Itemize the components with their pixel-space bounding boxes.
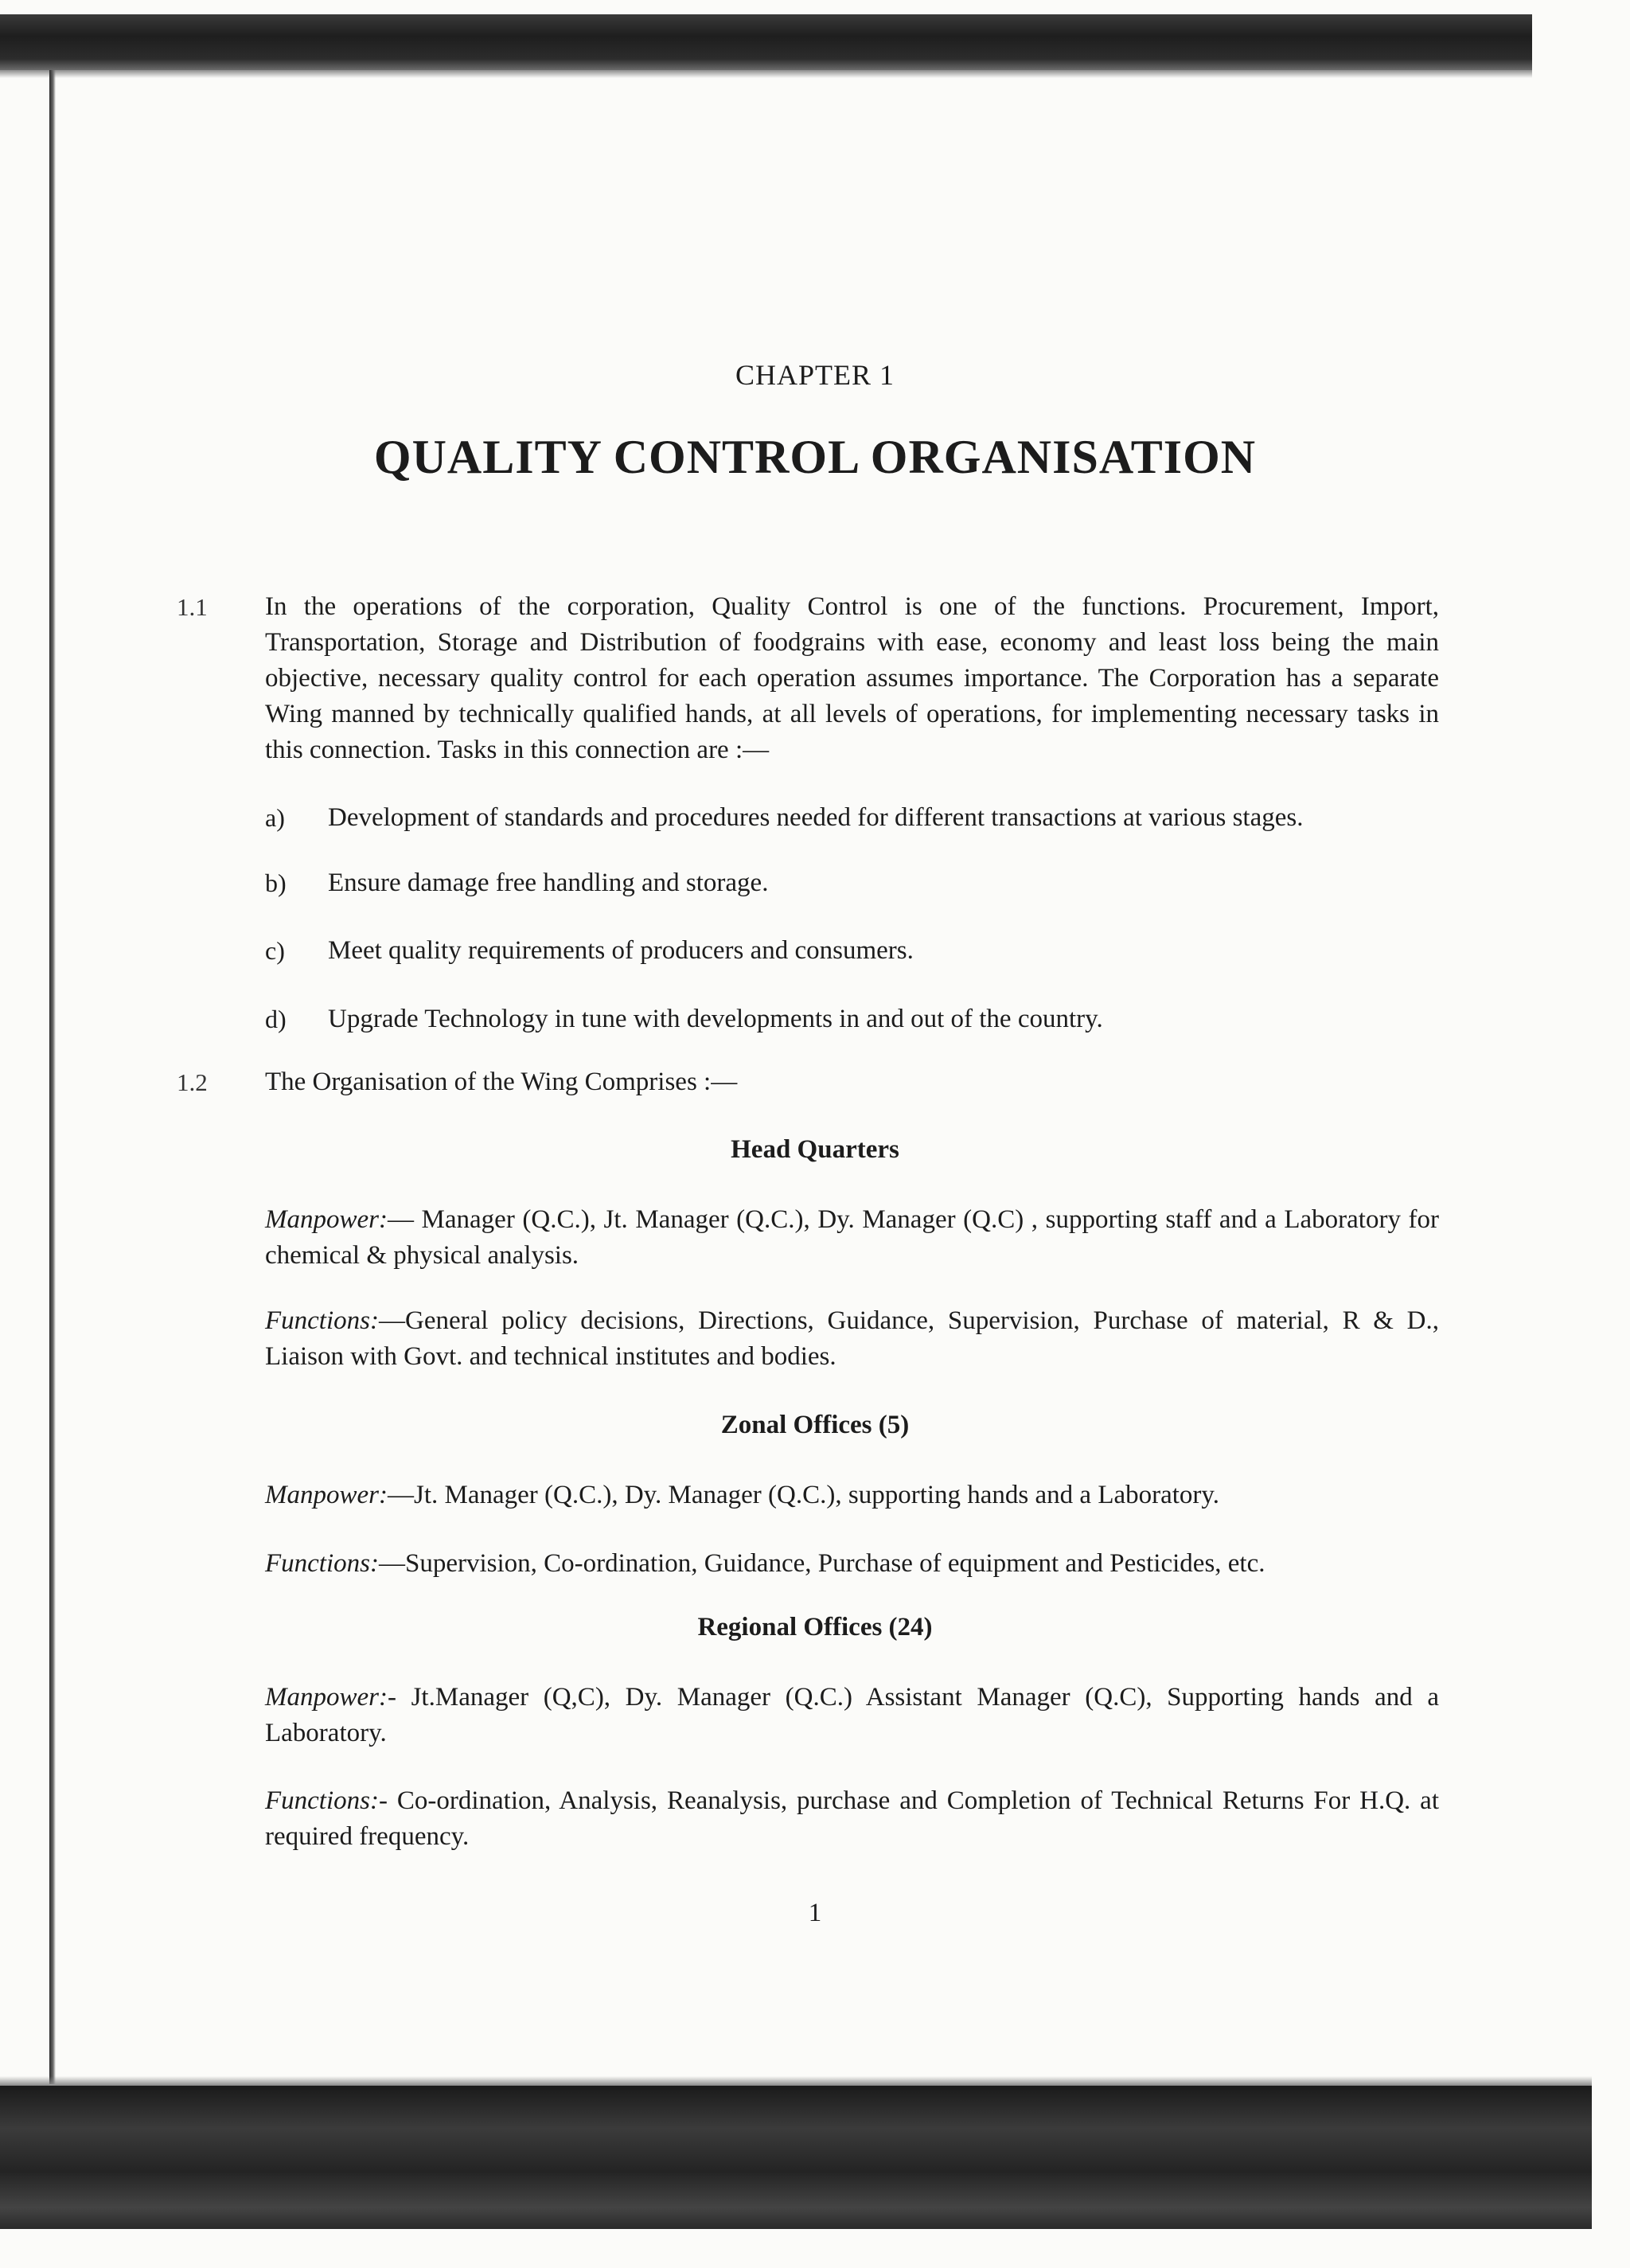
- hq-functions: [265, 1303, 1439, 1375]
- hq-manpower-text: — Manager (Q.C.), Jt. Manager (Q.C.), Dy. Manager (Q.C) , supporting staff and a Laboratory for chemical & physical analysis.: [265, 1205, 1439, 1270]
- scan-border-bottom: [0, 2086, 1592, 2229]
- zonal-manpower: [265, 1478, 1439, 1513]
- regional-functions-label: Functions:: [265, 1786, 379, 1815]
- task-marker-c: c): [265, 936, 285, 965]
- heading-regional-offices: Regional Offices (24): [697, 1613, 933, 1641]
- task-item-a: Development of standards and procedures needed for different transactions at various stages.: [328, 803, 1304, 832]
- task-item-d: Upgrade Technology in tune with developments in and out of the country.: [328, 1005, 1103, 1033]
- regional-manpower: [265, 1680, 1439, 1751]
- task-marker-d: d): [265, 1005, 287, 1033]
- heading-zonal-offices: Zonal Offices (5): [720, 1411, 910, 1439]
- regional-manpower-text: - Jt.Manager (Q,C), Dy. Manager (Q.C.) Assistant Manager (Q.C), Supporting hands and a Laboratory.: [265, 1683, 1439, 1747]
- chapter-title: QUALITY CONTROL ORGANISATION: [373, 431, 1257, 483]
- scan-border-top: [0, 14, 1532, 70]
- regional-functions: [265, 1783, 1439, 1855]
- hq-functions-label: Functions:: [265, 1306, 379, 1335]
- zonal-manpower-label: Manpower:: [265, 1481, 388, 1509]
- section-number-1-1: 1.1: [177, 593, 208, 621]
- task-item-b: Ensure damage free handling and storage.: [328, 869, 769, 897]
- hq-functions-text: —General policy decisions, Directions, Guidance, Supervision, Purchase of material, R & D., Liaison with Govt. and technical institutes and bodies.: [265, 1306, 1439, 1371]
- chapter-label: CHAPTER 1: [735, 359, 895, 391]
- section-1-1-text: In the operations of the corporation, Quality Control is one of the functions. Procurement, Import, Transportation, Storage and Distribution of foodgrains with ease, economy and least loss being the main objective, necessary quality control for each operation assumes importance. The Corporation has a separate Wing manned by technically qualified hands, at all levels of operations, for implementing necessary tasks in this connection. Tasks in this connection are :—: [265, 592, 1439, 764]
- page-number: 1: [808, 1899, 822, 1927]
- section-number-1-2: 1.2: [177, 1068, 208, 1096]
- zonal-manpower-text: —Jt. Manager (Q.C.), Dy. Manager (Q.C.), supporting hands and a Laboratory.: [387, 1481, 1220, 1509]
- regional-manpower-label: Manpower:: [265, 1683, 388, 1712]
- zonal-functions: [265, 1546, 1439, 1582]
- zonal-functions-text: —Supervision, Co-ordination, Guidance, Purchase of equipment and Pesticides, etc.: [378, 1549, 1265, 1578]
- regional-functions-text: - Co-ordination, Analysis, Reanalysis, purchase and Completion of Technical Returns For H.Q. at required frequency.: [265, 1786, 1439, 1851]
- hq-manpower-label: Manpower:: [265, 1205, 388, 1234]
- task-marker-a: a): [265, 803, 285, 832]
- task-item-c: Meet quality requirements of producers and consumers.: [328, 936, 914, 965]
- hq-manpower: [265, 1202, 1439, 1274]
- heading-head-quarters: Head Quarters: [731, 1135, 899, 1164]
- section-1-2-text: The Organisation of the Wing Comprises :—: [265, 1068, 738, 1096]
- zonal-functions-label: Functions:: [265, 1549, 379, 1578]
- task-marker-b: b): [265, 869, 287, 897]
